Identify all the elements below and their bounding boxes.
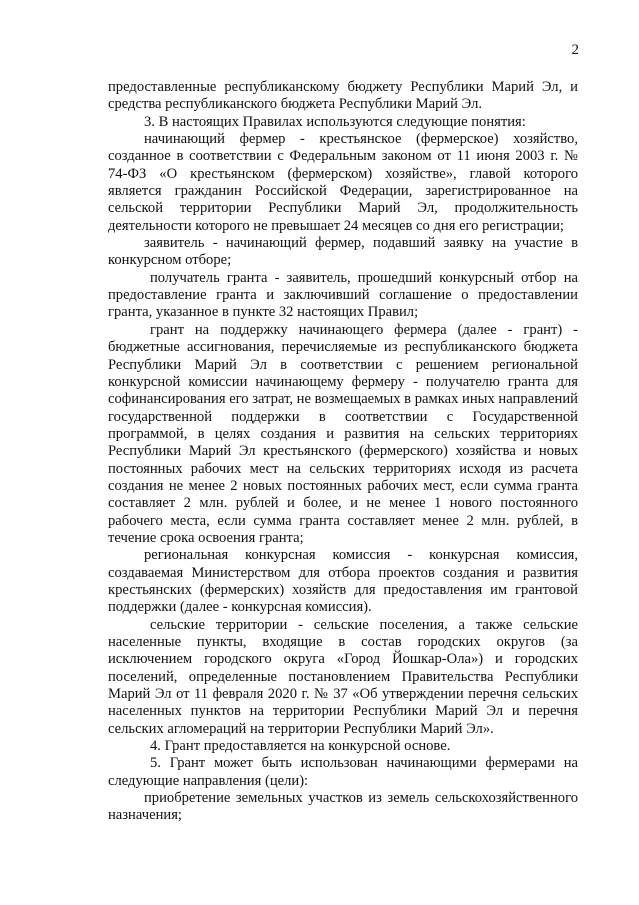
paragraph-item-3: 3. В настоящих Правилах используются следующие понятия: [144, 113, 526, 130]
paragraph-definition-grant: грант на поддержку начинающего фермера (далее - грант) - бюджетные ассигнования, перечисляемые из республиканского бюджета Республики Марий Эл в соответствии с решением региональной конкурсной комиссии начинающему фермеру - получателю гранта для софинансирования его затрат, не возмещаемых в рамках иных направлений государственной поддержки в соответствии с Государственной программой, в целях создания и развития на сельских территориях Республики Марий Эл крестьянского (фермерского) хозяйства и новых постоянных рабочих мест на сельских территориях исходя из расчета создания не менее 2 новых постоянных рабочих мест, если сумма гранта составляет 2 млн. рублей и более, и не менее 1 нового постоянного рабочего места, если сумма гранта составляет менее 2 млн. рублей, в течение срока освоения гранта; [108, 321, 578, 546]
paragraph-definition-applicant: заявитель - начинающий фермер, подавший заявку на участие в конкурсном отборе; [108, 235, 578, 269]
paragraph-purpose-land-acquisition: приобретение земельных участков из земель сельскохозяйственного назначения; [108, 790, 578, 824]
paragraph-definition-beginning-farmer: начинающий фермер - крестьянское (фермерское) хозяйство, созданное в соответствии с Федеральным законом от 11 июня 2003 г. № 74-ФЗ «О крестьянском (фермерском) хозяйстве», главой которого является гражданин Российской Федерации, зарегистрированное на сельской территории Республики Марий Эл, продолжительность деятельности которого не превышает 24 месяцев со дня его регистрации; [108, 131, 578, 234]
paragraph-item-5: 5. Грант может быть использован начинающими фермерами на следующие направления (цели): [108, 755, 578, 789]
paragraph-continuation: предоставленные республиканскому бюджету Республики Марий Эл, и средства республиканского бюджета Республики Марий Эл. [108, 79, 578, 113]
paragraph-definition-grant-recipient: получатель гранта - заявитель, прошедший конкурсный отбор на предоставление гранта и заключивший соглашение о предоставлении гранта, указанное в пункте 32 настоящих Правил; [108, 269, 578, 321]
paragraph-definition-competition-commission: региональная конкурсная комиссия - конкурсная комиссия, создаваемая Министерством для отбора проектов создания и развития крестьянских (фермерских) хозяйств для предоставления им грантовой поддержки (далее - конкурсная комиссия). [108, 547, 578, 616]
page-number: 2 [571, 42, 579, 58]
paragraph-item-4: 4. Грант предоставляется на конкурсной основе. [150, 738, 451, 755]
paragraph-definition-rural-territories: сельские территории - сельские поселения, а также сельские населенные пункты, входящие в состав городских округов (за исключением городского округа «Город Йошкар-Ола») и городских поселений, определенные постановлением Правительства Республики Марий Эл от 11 февраля 2020 г. № 37 «Об утверждении перечня сельских населенных пунктов на территории Республики Марий Эл и перечня сельских агломераций на территории Республики Марий Эл». [108, 616, 578, 737]
document-body [108, 79, 578, 825]
